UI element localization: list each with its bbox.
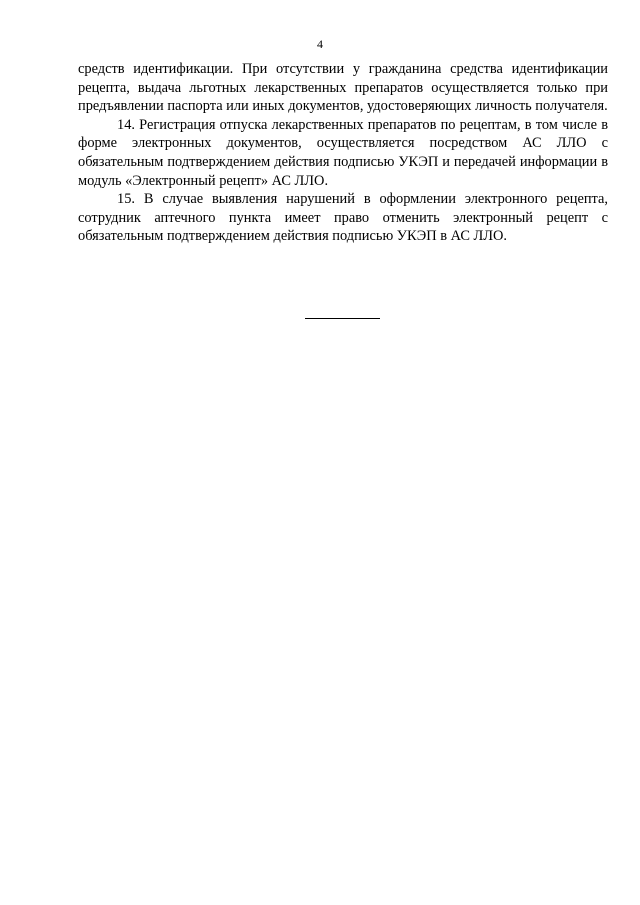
page-number: 4: [317, 37, 323, 51]
paragraph-15: 15. В случае выявления нарушений в оформлении электронного рецепта, сотрудник аптечного пункта имеет право отменить электронный рецепт с обязательным подтверждением действия подписью УКЭП в АС ЛЛО.: [78, 191, 608, 245]
document-body: [78, 60, 608, 246]
paragraph-continuation: средств идентификации. При отсутствии у гражданина средства идентификации рецепта, выдача льготных лекарственных препаратов осуществляется только при предъявлении паспорта или иных документов, удостоверяющих личность получателя.: [78, 61, 608, 115]
paragraph-14: 14. Регистрация отпуска лекарственных препаратов по рецептам, в том числе в форме электронных документов, осуществляется посредством АС ЛЛО с обязательным подтверждением действия подписью УКЭП и передачей информации в модуль «Электронный рецепт» АС ЛЛО.: [78, 116, 608, 189]
end-separator-line: [305, 318, 380, 319]
